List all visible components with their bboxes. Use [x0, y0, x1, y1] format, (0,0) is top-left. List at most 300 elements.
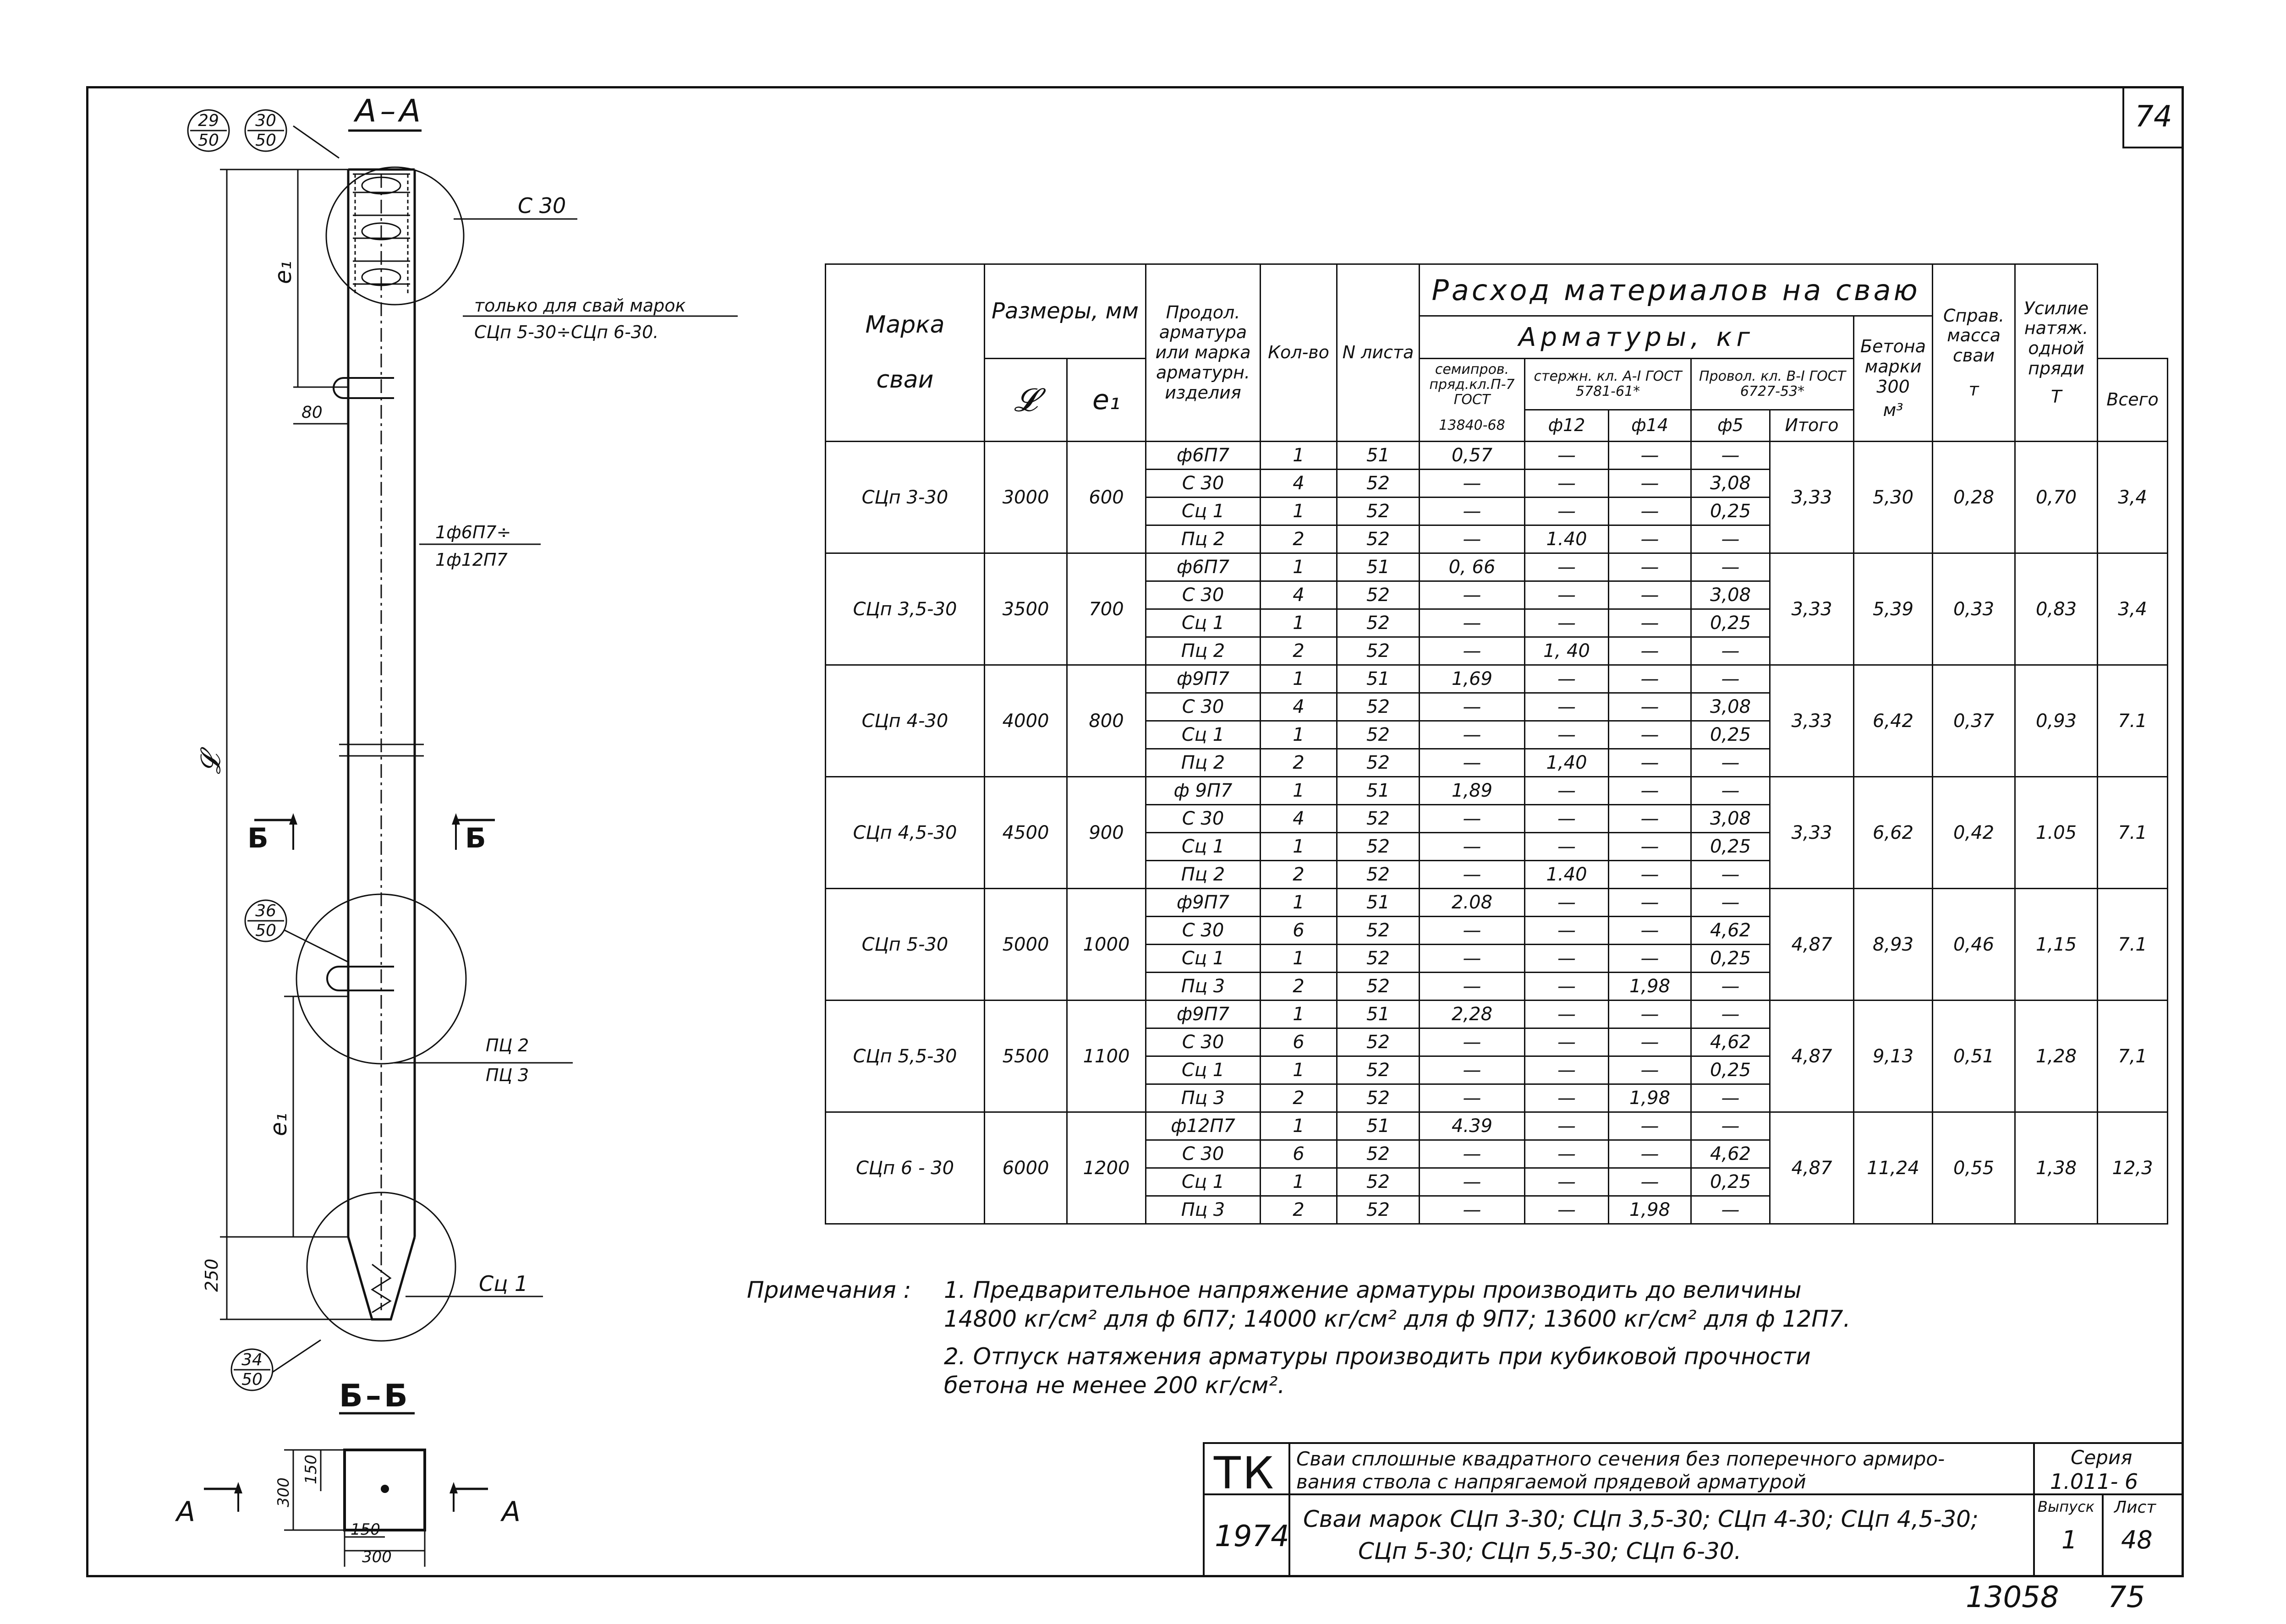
rebar-sheet: 51 [1337, 777, 1420, 805]
rebar-sheet: 52 [1337, 581, 1420, 609]
hdr-sheet: N листа [1337, 264, 1420, 442]
rod-phi12-kg: — [1525, 973, 1609, 1001]
rebar-sheet: 52 [1337, 805, 1420, 833]
semi-strand-kg: — [1420, 721, 1525, 749]
rebar-sheet: 51 [1337, 665, 1420, 693]
rod-phi14-kg: 1,98 [1609, 973, 1691, 1001]
pile-length: 5500 [985, 1001, 1067, 1112]
rebar-qty: 1 [1261, 553, 1337, 581]
wire-phi5-kg: — [1691, 777, 1770, 805]
section-bb-title: Б–Б [339, 1378, 411, 1414]
hdr-phi12: ф12 [1525, 410, 1609, 442]
wire-phi5-kg: — [1691, 861, 1770, 889]
rebar-item: С 30 [1146, 1028, 1261, 1056]
pile-length: 4000 [985, 665, 1067, 777]
rebar-item: С 30 [1146, 581, 1261, 609]
rebar-item: ф9П7 [1146, 1001, 1261, 1028]
callout-4-top: 34 [241, 1351, 263, 1369]
rod-phi14-kg: — [1609, 805, 1691, 833]
wire-phi5-kg: 0,25 [1691, 833, 1770, 861]
wire-phi5-kg: 4,62 [1691, 1140, 1770, 1168]
piles-list-1: Сваи марок СЦп 3-30; СЦп 3,5-30; СЦп 4-30; СЦп 4,5-30; [1303, 1506, 1979, 1532]
rebar-total: 6,42 [1854, 665, 1933, 777]
rod-phi12-kg: — [1525, 805, 1609, 833]
table-row [826, 889, 2168, 917]
rebar-item: Пц 3 [1146, 1084, 1261, 1112]
hdr-semi-gost: 13840-68 [1420, 410, 1525, 442]
concrete-m3: 0,42 [1933, 777, 2015, 889]
rebar-item: Сц 1 [1146, 609, 1261, 637]
rebar-item: С 30 [1146, 693, 1261, 721]
semi-strand-kg: — [1420, 833, 1525, 861]
hdr-sizes: Размеры, мм [985, 264, 1146, 359]
pile-length: 3500 [985, 553, 1067, 665]
rod-phi12-kg: — [1525, 1112, 1609, 1140]
rebar-sheet: 51 [1337, 889, 1420, 917]
rebar-item: С 30 [1146, 805, 1261, 833]
rebar-sheet: 52 [1337, 861, 1420, 889]
rebar-qty: 2 [1261, 525, 1337, 553]
label-only-for-1: только для свай марок [474, 295, 686, 316]
rod-phi14-kg: — [1609, 637, 1691, 665]
wire-phi5-kg: — [1691, 553, 1770, 581]
table-row [826, 442, 2168, 470]
rebar-sheet: 52 [1337, 945, 1420, 973]
label-pc2: ПЦ 2 [486, 1035, 529, 1055]
rod-phi12-kg: — [1525, 442, 1609, 470]
sheet-value: 48 [2121, 1526, 2153, 1554]
rebar-qty: 4 [1261, 693, 1337, 721]
pile-length: 4500 [985, 777, 1067, 889]
strand-force: 12,3 [2098, 1112, 2168, 1224]
rebar-qty: 4 [1261, 805, 1337, 833]
rebar-qty: 2 [1261, 637, 1337, 665]
table-row [826, 777, 2168, 805]
wire-phi5-kg: 0,25 [1691, 721, 1770, 749]
rod-phi12-kg: — [1525, 1056, 1609, 1084]
rebar-subtotal: 4,87 [1770, 1112, 1854, 1224]
rebar-qty: 1 [1261, 889, 1337, 917]
semi-strand-kg: 0,57 [1420, 442, 1525, 470]
pile-mark: СЦп 4,5-30 [826, 777, 985, 889]
wire-phi5-kg: 3,08 [1691, 693, 1770, 721]
wire-phi5-kg: — [1691, 889, 1770, 917]
callout-3-top: 36 [255, 902, 276, 920]
rebar-sheet: 52 [1337, 1084, 1420, 1112]
pile-mass: 1.05 [2015, 777, 2098, 889]
concrete-m3: 0,51 [1933, 1001, 2015, 1112]
dim-300-horiz: 300 [362, 1548, 392, 1566]
rebar-item: Сц 1 [1146, 1056, 1261, 1084]
rebar-sheet: 52 [1337, 917, 1420, 945]
rod-phi14-kg: — [1609, 525, 1691, 553]
rebar-qty: 1 [1261, 665, 1337, 693]
wire-phi5-kg: — [1691, 525, 1770, 553]
table-row [826, 1001, 2168, 1028]
org-code: ТК [1214, 1448, 1276, 1499]
rebar-qty: 2 [1261, 749, 1337, 777]
pile-e1: 1200 [1067, 1112, 1146, 1224]
rebar-item: Пц 3 [1146, 1196, 1261, 1224]
rebar-total: 6,62 [1854, 777, 1933, 889]
pile-e1: 600 [1067, 442, 1146, 553]
archive-page: 75 [2108, 1580, 2145, 1614]
hdr-phi5: ф5 [1691, 410, 1770, 442]
dim-L: 𝓛 [195, 754, 227, 774]
note-1: 1. Предварительное напряжение арматуры производить до величины 14800 кг/см² для ф 6П7; 14000 кг/см² для ф 9П7; 13600 кг/см² для ф 12П7. [944, 1277, 1851, 1332]
wire-phi5-kg: 0,25 [1691, 609, 1770, 637]
semi-strand-kg: — [1420, 498, 1525, 525]
rebar-item: Сц 1 [1146, 1168, 1261, 1196]
wire-phi5-kg: 3,08 [1691, 470, 1770, 498]
hdr-mark: Марка сваи [826, 264, 985, 442]
hdr-rod: стержн. кл. А-I ГОСТ 5781-61* [1525, 359, 1691, 410]
rod-phi14-kg: — [1609, 833, 1691, 861]
rebar-qty: 1 [1261, 1001, 1337, 1028]
rod-phi14-kg: — [1609, 721, 1691, 749]
semi-strand-kg: — [1420, 693, 1525, 721]
rebar-item: Пц 2 [1146, 525, 1261, 553]
pile-mark: СЦп 3-30 [826, 442, 985, 553]
rebar-subtotal: 4,87 [1770, 889, 1854, 1001]
concrete-m3: 0,37 [1933, 665, 2015, 777]
rod-phi12-kg: — [1525, 1140, 1609, 1168]
rebar-qty: 6 [1261, 917, 1337, 945]
rebar-sheet: 52 [1337, 470, 1420, 498]
rebar-qty: 4 [1261, 581, 1337, 609]
semi-strand-kg: 2.08 [1420, 889, 1525, 917]
wire-phi5-kg: 0,25 [1691, 1056, 1770, 1084]
dim-250: 250 [202, 1258, 222, 1292]
section-mark-a-right: А [502, 1496, 521, 1528]
rebar-subtotal: 3,33 [1770, 553, 1854, 665]
rebar-item: С 30 [1146, 1140, 1261, 1168]
rebar-qty: 1 [1261, 442, 1337, 470]
rod-phi12-kg: — [1525, 917, 1609, 945]
rebar-sheet: 51 [1337, 1112, 1420, 1140]
rebar-qty: 1 [1261, 498, 1337, 525]
pile-e1: 1000 [1067, 889, 1146, 1001]
semi-strand-kg: — [1420, 973, 1525, 1001]
concrete-m3: 0,55 [1933, 1112, 2015, 1224]
rod-phi12-kg: — [1525, 1196, 1609, 1224]
rod-phi14-kg: — [1609, 1140, 1691, 1168]
callout-3-bot: 50 [255, 921, 276, 940]
semi-strand-kg: — [1420, 1196, 1525, 1224]
rebar-total: 9,13 [1854, 1001, 1933, 1112]
archive-number: 13058 [1966, 1580, 2059, 1614]
pile-e1: 800 [1067, 665, 1146, 777]
rod-phi14-kg: — [1609, 470, 1691, 498]
rebar-sheet: 52 [1337, 833, 1420, 861]
rebar-sheet: 52 [1337, 1028, 1420, 1056]
rebar-sheet: 52 [1337, 609, 1420, 637]
rod-phi12-kg: — [1525, 889, 1609, 917]
hdr-mass: Справ. масса сваи т [1933, 264, 2015, 442]
rod-phi12-kg: — [1525, 833, 1609, 861]
rebar-sheet: 52 [1337, 498, 1420, 525]
rebar-total: 11,24 [1854, 1112, 1933, 1224]
strand-force: 7.1 [2098, 777, 2168, 889]
callout-2-bot: 50 [255, 131, 276, 150]
rebar-item: ф12П7 [1146, 1112, 1261, 1140]
label-sc1: Сц 1 [479, 1271, 528, 1296]
rebar-item: Сц 1 [1146, 721, 1261, 749]
hdr-phi14: ф14 [1609, 410, 1691, 442]
rebar-item: С 30 [1146, 470, 1261, 498]
section-mark-a-left: А [176, 1496, 196, 1528]
concrete-m3: 0,28 [1933, 442, 2015, 553]
rod-phi14-kg: — [1609, 889, 1691, 917]
pile-mark: СЦп 6 - 30 [826, 1112, 985, 1224]
semi-strand-kg: — [1420, 749, 1525, 777]
wire-phi5-kg: — [1691, 665, 1770, 693]
rebar-qty: 1 [1261, 945, 1337, 973]
sheet-number-box: 74 [2122, 87, 2183, 148]
rebar-qty: 2 [1261, 1084, 1337, 1112]
rebar-qty: 6 [1261, 1140, 1337, 1168]
hdr-total: Всего [2098, 359, 2168, 442]
rebar-sheet: 52 [1337, 721, 1420, 749]
rebar-subtotal: 4,87 [1770, 1001, 1854, 1112]
rod-phi12-kg: — [1525, 1168, 1609, 1196]
wire-phi5-kg: — [1691, 749, 1770, 777]
rebar-qty: 1 [1261, 1112, 1337, 1140]
semi-strand-kg: 2,28 [1420, 1001, 1525, 1028]
wire-phi5-kg: 0,25 [1691, 1168, 1770, 1196]
pile-length: 5000 [985, 889, 1067, 1001]
rod-phi12-kg: — [1525, 498, 1609, 525]
section-mark-b-left: Б [247, 822, 269, 854]
dim-e1-top: e₁ [270, 261, 296, 284]
rod-phi14-kg: — [1609, 1168, 1691, 1196]
wire-phi5-kg: 4,62 [1691, 917, 1770, 945]
rod-phi12-kg: — [1525, 470, 1609, 498]
pile-mass: 0,70 [2015, 442, 2098, 553]
series-title-2: вания ствола с напрягаемой прядевой арматурой [1296, 1471, 1806, 1493]
rebar-qty: 6 [1261, 1028, 1337, 1056]
rebar-sheet: 52 [1337, 693, 1420, 721]
semi-strand-kg: 0, 66 [1420, 553, 1525, 581]
pile-mass: 1,15 [2015, 889, 2098, 1001]
semi-strand-kg: — [1420, 581, 1525, 609]
hdr-consumption: Расход материалов на сваю [1420, 264, 1933, 316]
rebar-sheet: 52 [1337, 1196, 1420, 1224]
rod-phi14-kg: 1,98 [1609, 1196, 1691, 1224]
pile-mark: СЦп 5-30 [826, 889, 985, 1001]
hdr-concrete: Бетона марки 300 м³ [1854, 316, 1933, 442]
rod-phi12-kg: — [1525, 1084, 1609, 1112]
rebar-total: 5,39 [1854, 553, 1933, 665]
callout-1-bot: 50 [198, 131, 219, 150]
semi-strand-kg: — [1420, 1140, 1525, 1168]
pile-length: 6000 [985, 1112, 1067, 1224]
rebar-sheet: 51 [1337, 1001, 1420, 1028]
pile-e1: 1100 [1067, 1001, 1146, 1112]
semi-strand-kg: 4.39 [1420, 1112, 1525, 1140]
rod-phi14-kg: — [1609, 498, 1691, 525]
pile-mark: СЦп 5,5-30 [826, 1001, 985, 1112]
rebar-sheet: 52 [1337, 1140, 1420, 1168]
hdr-subtotal: Итого [1770, 410, 1854, 442]
pile-mass: 1,28 [2015, 1001, 2098, 1112]
rebar-qty: 1 [1261, 1056, 1337, 1084]
rod-phi14-kg: — [1609, 917, 1691, 945]
semi-strand-kg: — [1420, 917, 1525, 945]
hdr-force: Усилие натяж. одной пряди Т [2015, 264, 2098, 442]
semi-strand-kg: — [1420, 1056, 1525, 1084]
rebar-sheet: 52 [1337, 525, 1420, 553]
concrete-m3: 0,46 [1933, 889, 2015, 1001]
semi-strand-kg: 1,69 [1420, 665, 1525, 693]
rod-phi12-kg: 1.40 [1525, 861, 1609, 889]
rod-phi12-kg: 1,40 [1525, 749, 1609, 777]
rebar-subtotal: 3,33 [1770, 777, 1854, 889]
table-row [826, 665, 2168, 693]
semi-strand-kg: — [1420, 1168, 1525, 1196]
rod-phi14-kg: — [1609, 693, 1691, 721]
rebar-sheet: 51 [1337, 442, 1420, 470]
label-pc3: ПЦ 3 [486, 1065, 529, 1085]
semi-strand-kg: — [1420, 861, 1525, 889]
rod-phi12-kg: — [1525, 665, 1609, 693]
pile-length: 3000 [985, 442, 1067, 553]
rebar-item: Сц 1 [1146, 833, 1261, 861]
hdr-semi: семипров. пряд.кл.П-7 ГОСТ [1420, 359, 1525, 410]
rod-phi12-kg: — [1525, 1028, 1609, 1056]
rod-phi14-kg: — [1609, 609, 1691, 637]
rebar-qty: 1 [1261, 609, 1337, 637]
rod-phi14-kg: — [1609, 442, 1691, 470]
rebar-item: ф6П7 [1146, 442, 1261, 470]
rod-phi14-kg: — [1609, 945, 1691, 973]
rod-phi12-kg: — [1525, 553, 1609, 581]
wire-phi5-kg: 0,25 [1691, 945, 1770, 973]
semi-strand-kg: 1,89 [1420, 777, 1525, 805]
label-only-for-2: СЦп 5-30÷СЦп 6-30. [474, 322, 659, 342]
pile-mass: 0,83 [2015, 553, 2098, 665]
label-rebar-1: 1ф6П7÷ [435, 522, 511, 542]
rebar-item: Пц 2 [1146, 637, 1261, 665]
hdr-rebar-kg: Арматуры, кг [1420, 316, 1854, 359]
strand-force: 7.1 [2098, 665, 2168, 777]
rod-phi12-kg: — [1525, 1001, 1609, 1028]
wire-phi5-kg: — [1691, 442, 1770, 470]
pile-mass: 0,93 [2015, 665, 2098, 777]
rebar-qty: 2 [1261, 973, 1337, 1001]
hdr-rebar: Продол. арматура или марка арматурн. изделия [1146, 264, 1261, 442]
concrete-m3: 0,33 [1933, 553, 2015, 665]
issue-label: Выпуск [2038, 1498, 2094, 1515]
label-c30: С 30 [518, 193, 566, 218]
rebar-item: С 30 [1146, 917, 1261, 945]
title-block [1203, 1442, 2183, 1577]
rebar-sheet: 51 [1337, 553, 1420, 581]
section-aa-title: А–А [355, 93, 425, 129]
pile-e1: 900 [1067, 777, 1146, 889]
rod-phi14-kg: — [1609, 1001, 1691, 1028]
rod-phi14-kg: — [1609, 1112, 1691, 1140]
dim-e1-bot: e₁ [265, 1113, 292, 1136]
dim-80: 80 [302, 403, 323, 422]
hdr-e1: e₁ [1067, 359, 1146, 442]
rebar-item: ф9П7 [1146, 889, 1261, 917]
hdr-L: 𝓛 [985, 359, 1067, 442]
semi-strand-kg: — [1420, 637, 1525, 665]
strand-force: 7,1 [2098, 1001, 2168, 1112]
rod-phi14-kg: — [1609, 861, 1691, 889]
wire-phi5-kg: — [1691, 637, 1770, 665]
rebar-total: 8,93 [1854, 889, 1933, 1001]
wire-phi5-kg: — [1691, 1001, 1770, 1028]
rod-phi12-kg: — [1525, 581, 1609, 609]
series-title-1: Сваи сплошные квадратного сечения без поперечного армиро- [1296, 1448, 1945, 1470]
strand-force: 7.1 [2098, 889, 2168, 1001]
rod-phi14-kg: 1,98 [1609, 1084, 1691, 1112]
wire-phi5-kg: 3,08 [1691, 805, 1770, 833]
wire-phi5-kg: — [1691, 1084, 1770, 1112]
rod-phi12-kg: — [1525, 693, 1609, 721]
hdr-qty: Кол-во [1261, 264, 1337, 442]
wire-phi5-kg: — [1691, 1112, 1770, 1140]
callout-1-top: 29 [198, 111, 219, 130]
pile-mark: СЦп 4-30 [826, 665, 985, 777]
rebar-qty: 2 [1261, 1196, 1337, 1224]
strand-force: 3,4 [2098, 442, 2168, 553]
rebar-sheet: 52 [1337, 1168, 1420, 1196]
rebar-item: Пц 3 [1146, 973, 1261, 1001]
rod-phi12-kg: — [1525, 721, 1609, 749]
rod-phi14-kg: — [1609, 581, 1691, 609]
rebar-item: Пц 2 [1146, 861, 1261, 889]
semi-strand-kg: — [1420, 609, 1525, 637]
notes-label: Примечания : [747, 1277, 911, 1303]
rod-phi14-kg: — [1609, 777, 1691, 805]
dim-150-horiz: 150 [351, 1520, 380, 1539]
series-value: 1.011- 6 [2050, 1469, 2138, 1494]
wire-phi5-kg: 0,25 [1691, 498, 1770, 525]
rod-phi12-kg: 1.40 [1525, 525, 1609, 553]
rebar-item: Сц 1 [1146, 945, 1261, 973]
strand-force: 3,4 [2098, 553, 2168, 665]
callout-2-top: 30 [255, 111, 276, 130]
semi-strand-kg: — [1420, 1084, 1525, 1112]
rebar-qty: 4 [1261, 470, 1337, 498]
semi-strand-kg: — [1420, 525, 1525, 553]
rebar-sheet: 52 [1337, 1056, 1420, 1084]
rod-phi14-kg: — [1609, 749, 1691, 777]
rebar-qty: 1 [1261, 721, 1337, 749]
callout-4-bot: 50 [241, 1370, 263, 1389]
rod-phi12-kg: — [1525, 945, 1609, 973]
rebar-subtotal: 3,33 [1770, 665, 1854, 777]
label-rebar-2: 1ф12П7 [435, 550, 508, 570]
semi-strand-kg: — [1420, 1028, 1525, 1056]
rod-phi12-kg: 1, 40 [1525, 637, 1609, 665]
rebar-qty: 1 [1261, 1168, 1337, 1196]
rod-phi12-kg: — [1525, 777, 1609, 805]
series-label: Серия [2071, 1446, 2133, 1469]
rebar-qty: 2 [1261, 861, 1337, 889]
rebar-total: 5,30 [1854, 442, 1933, 553]
wire-phi5-kg: — [1691, 1196, 1770, 1224]
hdr-wire: Провол. кл. В-I ГОСТ 6727-53* [1691, 359, 1854, 410]
rod-phi12-kg: — [1525, 609, 1609, 637]
pile-mark: СЦп 3,5-30 [826, 553, 985, 665]
piles-list-2: СЦп 5-30; СЦп 5,5-30; СЦп 6-30. [1358, 1538, 1742, 1564]
rod-phi14-kg: — [1609, 1056, 1691, 1084]
rebar-item: ф 9П7 [1146, 777, 1261, 805]
